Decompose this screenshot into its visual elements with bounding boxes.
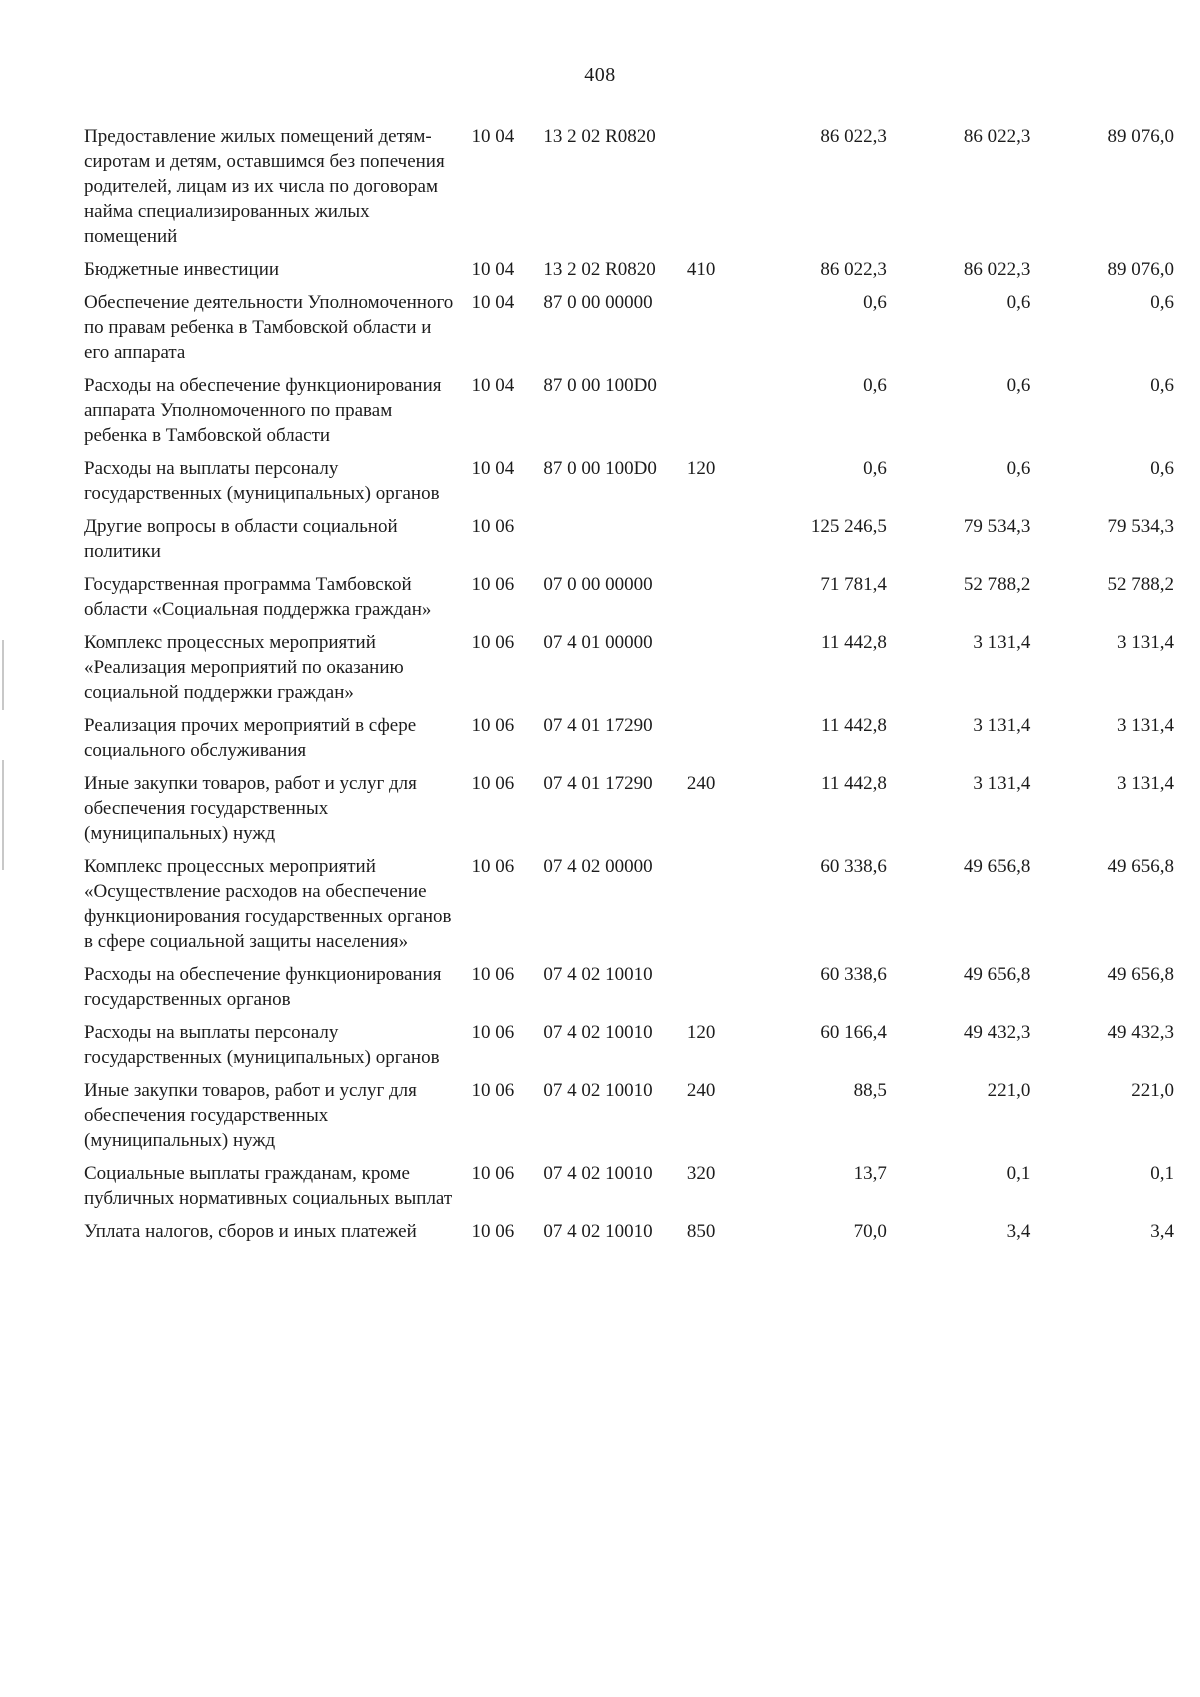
row-target-code: 07 4 01 00000 — [543, 632, 653, 653]
row-value-1: 86 022,3 — [820, 259, 887, 280]
row-value-2: 3 131,4 — [973, 773, 1031, 794]
row-value-3: 49 432,3 — [1107, 1022, 1174, 1043]
table-row — [84, 962, 1174, 1020]
row-value-3: 0,6 — [1150, 292, 1174, 313]
row-value-2: 0,1 — [1006, 1163, 1031, 1184]
table-row — [84, 1020, 1174, 1078]
row-section-code: 10 04 — [471, 375, 515, 396]
row-value-2: 3 131,4 — [973, 632, 1031, 653]
row-target-code: 13 2 02 R0820 — [543, 126, 656, 147]
row-target-code: 07 4 01 17290 — [543, 773, 653, 794]
row-value-3: 49 656,8 — [1107, 856, 1174, 877]
row-expense-type — [687, 373, 738, 456]
table-row — [84, 630, 1174, 713]
row-value-1: 11 442,8 — [821, 773, 887, 794]
row-name-cell: Другие вопросы в области социальной политики — [84, 516, 398, 562]
row-value-2: 49 656,8 — [963, 964, 1031, 985]
row-value-2: 3,4 — [1006, 1221, 1031, 1242]
row-target-code: 07 4 02 10010 — [543, 1080, 653, 1101]
row-target-code: 13 2 02 R0820 — [543, 259, 656, 280]
table-row — [84, 373, 1174, 456]
row-value-2: 52 788,2 — [963, 574, 1031, 595]
row-name-cell: Бюджетные инвестиции — [84, 259, 280, 280]
table-row — [84, 124, 1174, 257]
row-name-cell: Государственная программа Тамбовской области «Социальная поддержка граждан» — [84, 574, 432, 620]
row-section-code: 10 06 — [471, 1163, 515, 1184]
row-section-code: 10 06 — [471, 856, 515, 877]
row-target-code — [543, 514, 687, 572]
table-row — [84, 456, 1174, 514]
row-name-cell: Расходы на обеспечение функционирования аппарата Уполномоченного по правам ребенка в Тамбовской области — [84, 375, 442, 446]
row-value-2: 0,6 — [1006, 458, 1031, 479]
row-value-2: 0,6 — [1006, 292, 1031, 313]
budget-table-body — [84, 124, 1174, 1252]
row-expense-type — [687, 713, 738, 771]
row-value-1: 60 166,4 — [820, 1022, 887, 1043]
scan-artifact — [2, 760, 4, 870]
row-target-code: 07 4 01 17290 — [543, 715, 653, 736]
scan-artifact — [2, 640, 4, 710]
row-expense-type: 120 — [686, 458, 716, 479]
row-value-3: 3 131,4 — [1117, 632, 1174, 653]
row-name-cell: Социальные выплаты гражданам, кроме публичных нормативных социальных выплат — [84, 1163, 453, 1209]
row-target-code: 07 0 00 00000 — [543, 574, 653, 595]
row-expense-type — [687, 124, 738, 257]
row-value-2: 86 022,3 — [963, 126, 1031, 147]
row-section-code: 10 04 — [471, 458, 515, 479]
row-value-1: 11 442,8 — [821, 715, 887, 736]
row-section-code: 10 06 — [471, 1022, 515, 1043]
row-value-3: 3 131,4 — [1117, 773, 1174, 794]
row-expense-type: 850 — [686, 1221, 716, 1242]
row-expense-type — [687, 962, 738, 1020]
row-name-cell: Обеспечение деятельности Уполномоченного по правам ребенка в Тамбовской области и его аппарата — [84, 292, 454, 363]
row-target-code: 87 0 00 100D0 — [543, 375, 657, 396]
row-section-code: 10 06 — [471, 632, 515, 653]
row-section-code: 10 06 — [471, 516, 515, 537]
row-name-cell: Комплекс процессных мероприятий «Осуществление расходов на обеспечение функционирования государственных органов в сфере социальной защиты населения» — [84, 856, 452, 952]
table-row — [84, 1161, 1174, 1219]
row-value-3: 0,6 — [1150, 375, 1174, 396]
row-name-cell: Расходы на выплаты персоналу государственных (муниципальных) органов — [84, 458, 440, 504]
row-target-code: 07 4 02 10010 — [543, 1022, 653, 1043]
table-row — [84, 771, 1174, 854]
row-target-code: 87 0 00 100D0 — [543, 458, 657, 479]
row-target-code: 07 4 02 10010 — [543, 1221, 653, 1242]
row-section-code: 10 06 — [471, 574, 515, 595]
row-value-1: 0,6 — [863, 458, 887, 479]
row-value-1: 86 022,3 — [820, 126, 887, 147]
row-target-code: 87 0 00 00000 — [543, 292, 653, 313]
row-expense-type — [687, 854, 738, 962]
row-expense-type: 410 — [686, 259, 716, 280]
row-expense-type: 120 — [686, 1022, 716, 1043]
row-value-1: 125 246,5 — [810, 516, 887, 537]
row-section-code: 10 06 — [471, 773, 515, 794]
row-value-2: 49 656,8 — [963, 856, 1031, 877]
row-value-1: 60 338,6 — [820, 964, 887, 985]
row-value-1: 70,0 — [853, 1221, 887, 1242]
row-value-3: 221,0 — [1131, 1080, 1174, 1101]
row-value-1: 0,6 — [863, 375, 887, 396]
row-name-cell: Иные закупки товаров, работ и услуг для обеспечения государственных (муниципальных) нужд — [84, 1080, 417, 1151]
table-row — [84, 854, 1174, 962]
row-value-1: 60 338,6 — [820, 856, 887, 877]
row-value-1: 71 781,4 — [820, 574, 887, 595]
row-section-code: 10 04 — [471, 126, 515, 147]
row-expense-type: 240 — [686, 1080, 716, 1101]
row-section-code: 10 06 — [471, 964, 515, 985]
row-name-cell: Уплата налогов, сборов и иных платежей — [84, 1221, 417, 1242]
row-value-3: 3,4 — [1150, 1221, 1174, 1242]
row-name-cell: Комплекс процессных мероприятий «Реализация мероприятий по оказанию социальной поддержки граждан» — [84, 632, 404, 703]
row-expense-type — [687, 514, 738, 572]
table-row — [84, 1219, 1174, 1252]
row-name-cell: Расходы на обеспечение функционирования государственных органов — [84, 964, 442, 1010]
row-value-3: 79 534,3 — [1107, 516, 1174, 537]
row-value-3: 0,1 — [1150, 1163, 1174, 1184]
row-name-cell: Предоставление жилых помещений детям-сиротам и детям, оставшимся без попечения родителей, лицам из их числа по договорам найма специализированных жилых помещений — [84, 126, 445, 247]
row-section-code: 10 06 — [471, 1080, 515, 1101]
row-name-cell: Расходы на выплаты персоналу государственных (муниципальных) органов — [84, 1022, 440, 1068]
row-value-2: 49 432,3 — [963, 1022, 1031, 1043]
row-expense-type — [687, 290, 738, 373]
row-name-cell: Реализация прочих мероприятий в сфере социального обслуживания — [84, 715, 417, 761]
row-value-2: 86 022,3 — [963, 259, 1031, 280]
row-section-code: 10 04 — [471, 259, 515, 280]
row-value-2: 221,0 — [987, 1080, 1031, 1101]
table-row — [84, 514, 1174, 572]
row-value-1: 88,5 — [853, 1080, 887, 1101]
table-row — [84, 257, 1174, 290]
row-value-3: 3 131,4 — [1117, 715, 1174, 736]
row-value-1: 0,6 — [863, 292, 887, 313]
table-row — [84, 290, 1174, 373]
row-section-code: 10 06 — [471, 1221, 515, 1242]
row-section-code: 10 06 — [471, 715, 515, 736]
row-section-code: 10 04 — [471, 292, 515, 313]
row-value-1: 13,7 — [853, 1163, 887, 1184]
row-target-code: 07 4 02 00000 — [543, 856, 653, 877]
row-target-code: 07 4 02 10010 — [543, 964, 653, 985]
table-row — [84, 1078, 1174, 1161]
row-value-3: 49 656,8 — [1107, 964, 1174, 985]
row-target-code: 07 4 02 10010 — [543, 1163, 653, 1184]
page-number: 408 — [584, 64, 616, 86]
row-expense-type — [687, 572, 738, 630]
row-name-cell: Иные закупки товаров, работ и услуг для обеспечения государственных (муниципальных) нужд — [84, 773, 417, 844]
row-value-2: 3 131,4 — [973, 715, 1031, 736]
row-value-3: 89 076,0 — [1107, 259, 1174, 280]
table-row — [84, 713, 1174, 771]
row-value-3: 89 076,0 — [1107, 126, 1174, 147]
row-expense-type: 240 — [686, 773, 716, 794]
table-row — [84, 572, 1174, 630]
row-value-2: 79 534,3 — [963, 516, 1031, 537]
row-expense-type: 320 — [686, 1163, 716, 1184]
row-value-3: 52 788,2 — [1107, 574, 1174, 595]
row-value-2: 0,6 — [1006, 375, 1031, 396]
row-value-1: 11 442,8 — [821, 632, 887, 653]
budget-table — [84, 124, 1174, 1252]
row-expense-type — [687, 630, 738, 713]
row-value-3: 0,6 — [1150, 458, 1174, 479]
